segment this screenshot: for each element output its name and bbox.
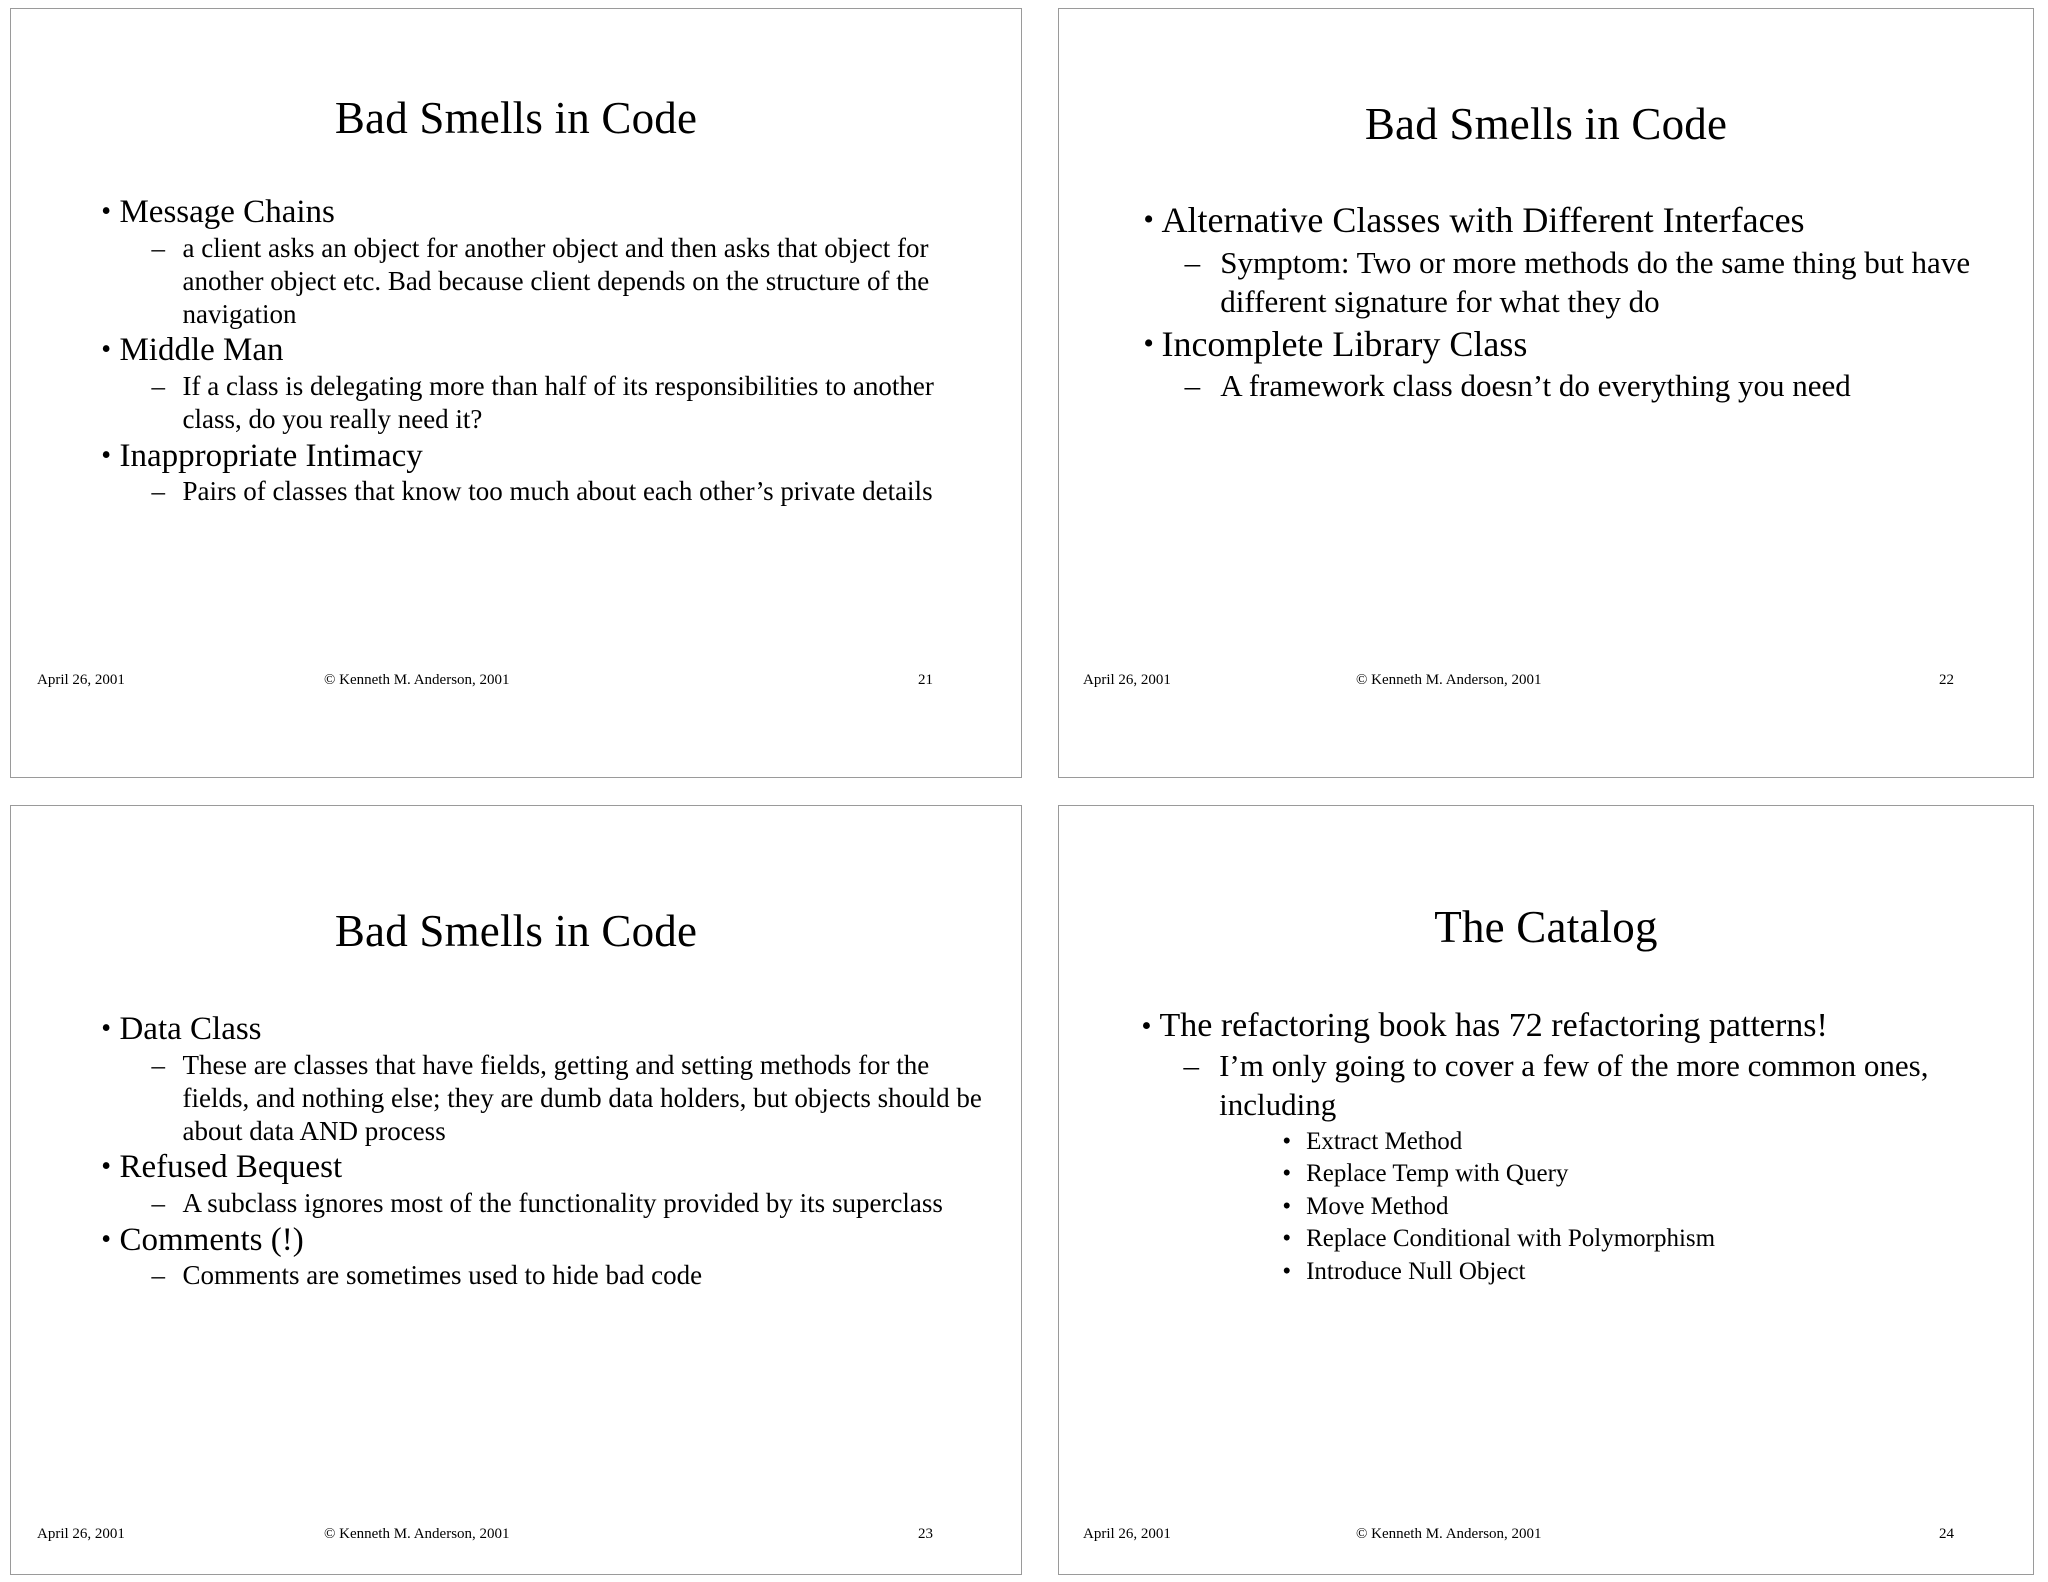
bullet-level2-label: If a class is delegating more than half of its responsibilities to another class, do you really need it? — [182, 370, 934, 434]
bullet-dot-icon: • — [101, 334, 112, 366]
bullet-level3 — [1281, 1256, 2009, 1289]
bullet-level2 — [1185, 243, 2005, 322]
footer-date: April 26, 2001 — [1083, 1526, 1171, 1542]
bullet-dot-icon: • — [101, 1013, 112, 1045]
slide-23[interactable] — [10, 805, 1022, 1575]
slide-22[interactable] — [1058, 8, 2034, 778]
bullet-level2-list — [119, 370, 995, 436]
bullet-level2-list — [1159, 1047, 2009, 1288]
bullet-dash-icon: – — [151, 1259, 165, 1290]
bullet-level3-label: Extract Method — [1306, 1127, 1463, 1155]
slide-23-title: Bad Smells in Code — [334, 906, 698, 956]
bullet-dot-icon: • — [1282, 1160, 1292, 1188]
bullet-level3 — [1281, 1158, 2009, 1191]
bullet-level2-label: A framework class doesn’t do everything you need — [1220, 368, 1851, 404]
bullet-level1-label: Alternative Classes with Different Interfaces — [1161, 200, 1805, 241]
bullet-dot-icon: • — [101, 1223, 112, 1255]
bullet-level1-label: Comments (!) — [119, 1221, 304, 1258]
bullet-dot-icon: • — [101, 1151, 112, 1183]
bullet-dash-icon: – — [151, 475, 165, 506]
bullet-level3-list — [1219, 1126, 2009, 1289]
slide-cell-bottom-left — [0, 791, 1040, 1582]
bullet-level2-label: A subclass ignores most of the functionality provided by its superclass — [182, 1187, 943, 1218]
footer-date: April 26, 2001 — [1083, 672, 1171, 688]
bullet-level1-label: Message Chains — [119, 194, 335, 231]
bullet-dash-icon: – — [151, 370, 165, 401]
slide-cell-top-right — [1040, 0, 2048, 791]
bullet-level2-list — [119, 232, 995, 331]
bullet-level2 — [151, 232, 995, 331]
footer-copyright: © Kenneth M. Anderson, 2001 — [324, 672, 510, 688]
bullet-level2-list — [1161, 366, 2005, 406]
slide-24-body — [1059, 1006, 2033, 1288]
bullet-level1-label: Incomplete Library Class — [1161, 323, 1528, 364]
bullet-level1 — [99, 1221, 995, 1292]
bullet-level2 — [151, 370, 995, 436]
bullet-dash-icon: – — [151, 1049, 165, 1080]
bullet-dash-icon: – — [1184, 244, 1201, 280]
bullet-level3-label: Replace Conditional with Polymorphism — [1306, 1225, 1716, 1253]
bullet-level2 — [151, 1049, 995, 1148]
slide-22-title: Bad Smells in Code — [1364, 99, 1728, 149]
slide-21-body — [11, 193, 1021, 507]
bullet-level2-list — [119, 1187, 995, 1220]
bullet-level1 — [1139, 1006, 2009, 1288]
bullet-dot-icon: • — [1141, 1010, 1152, 1043]
bullet-level2-label: These are classes that have fields, getting and setting methods for the fields, and nothing else; they are dumb data holders, but objects should be about data AND process — [182, 1049, 982, 1146]
footer-copyright: © Kenneth M. Anderson, 2001 — [324, 1526, 510, 1542]
bullet-dot-icon: • — [1282, 1127, 1292, 1155]
bullet-dash-icon: – — [151, 1187, 165, 1218]
bullet-level2 — [1185, 366, 2005, 406]
bullet-level2-label: Symptom: Two or more methods do the same thing but have different signature for what they do — [1220, 244, 1971, 320]
slide-22-body — [1059, 199, 2033, 405]
bullet-level2-list — [1161, 243, 2005, 322]
footer-copyright: © Kenneth M. Anderson, 2001 — [1356, 1526, 1542, 1542]
bullet-dot-icon: • — [1143, 326, 1154, 360]
bullet-level1 — [99, 1010, 995, 1147]
slide-21-title: Bad Smells in Code — [334, 93, 698, 143]
bullet-level1 — [99, 1148, 995, 1219]
slide-cell-top-left — [0, 0, 1040, 791]
bullet-level3-label: Introduce Null Object — [1306, 1257, 1526, 1285]
slide-24-title: The Catalog — [1434, 902, 1658, 952]
bullet-dot-icon: • — [1282, 1192, 1292, 1220]
bullet-dot-icon: • — [101, 439, 112, 471]
bullet-level1 — [1141, 323, 2005, 406]
bullet-dash-icon: – — [1184, 368, 1201, 404]
bullet-level2-label: I’m only going to cover a few of the more common ones, including — [1219, 1048, 1929, 1122]
slide-23-body — [11, 1010, 1021, 1291]
bullet-level2 — [1183, 1047, 2009, 1288]
bullet-dot-icon: • — [1143, 203, 1154, 237]
bullet-level1 — [99, 437, 995, 508]
footer-page-number: 21 — [918, 672, 933, 688]
bullet-level2 — [151, 1187, 995, 1220]
bullet-level1-label: Middle Man — [119, 332, 284, 369]
bullet-level2-label: Pairs of classes that know too much about each other’s private details — [182, 475, 933, 506]
bullet-level3-label: Move Method — [1306, 1192, 1449, 1220]
bullet-level1 — [99, 193, 995, 330]
bullet-level1-label: Data Class — [119, 1011, 262, 1048]
bullet-level2-list — [119, 1259, 995, 1292]
bullet-dot-icon: • — [101, 196, 112, 228]
bullet-dash-icon: – — [1183, 1048, 1199, 1084]
bullet-level1 — [99, 331, 995, 435]
footer-page-number: 24 — [1939, 1526, 1954, 1542]
bullet-dash-icon: – — [151, 232, 165, 263]
bullet-level1 — [1141, 199, 2005, 322]
footer-date: April 26, 2001 — [37, 1526, 125, 1542]
bullet-level2 — [151, 1259, 995, 1292]
bullet-level2 — [151, 475, 995, 508]
bullet-level3 — [1281, 1191, 2009, 1224]
footer-page-number: 22 — [1939, 672, 1954, 688]
footer-page-number: 23 — [918, 1526, 933, 1542]
bullet-level3-label: Replace Temp with Query — [1306, 1160, 1569, 1188]
bullet-level1-label: The refactoring book has 72 refactoring patterns! — [1159, 1007, 1828, 1045]
bullet-dot-icon: • — [1282, 1257, 1292, 1285]
bullet-level2-list — [119, 1049, 995, 1148]
bullet-level2-label: Comments are sometimes used to hide bad code — [182, 1259, 703, 1290]
bullet-level2-list — [119, 475, 995, 508]
bullet-level3 — [1281, 1223, 2009, 1256]
slide-cell-bottom-right — [1040, 791, 2048, 1582]
slide-21[interactable] — [10, 8, 1022, 778]
footer-copyright: © Kenneth M. Anderson, 2001 — [1356, 672, 1542, 688]
footer-date: April 26, 2001 — [37, 672, 125, 688]
bullet-level2-label: a client asks an object for another object and then asks that object for another object etc. Bad because client depends on the structure of the navigation — [182, 232, 930, 329]
bullet-level1-label: Inappropriate Intimacy — [119, 437, 423, 474]
slide-24[interactable] — [1058, 805, 2034, 1575]
bullet-level3 — [1281, 1126, 2009, 1159]
bullet-dot-icon: • — [1282, 1225, 1292, 1253]
bullet-level1-label: Refused Bequest — [119, 1149, 343, 1186]
